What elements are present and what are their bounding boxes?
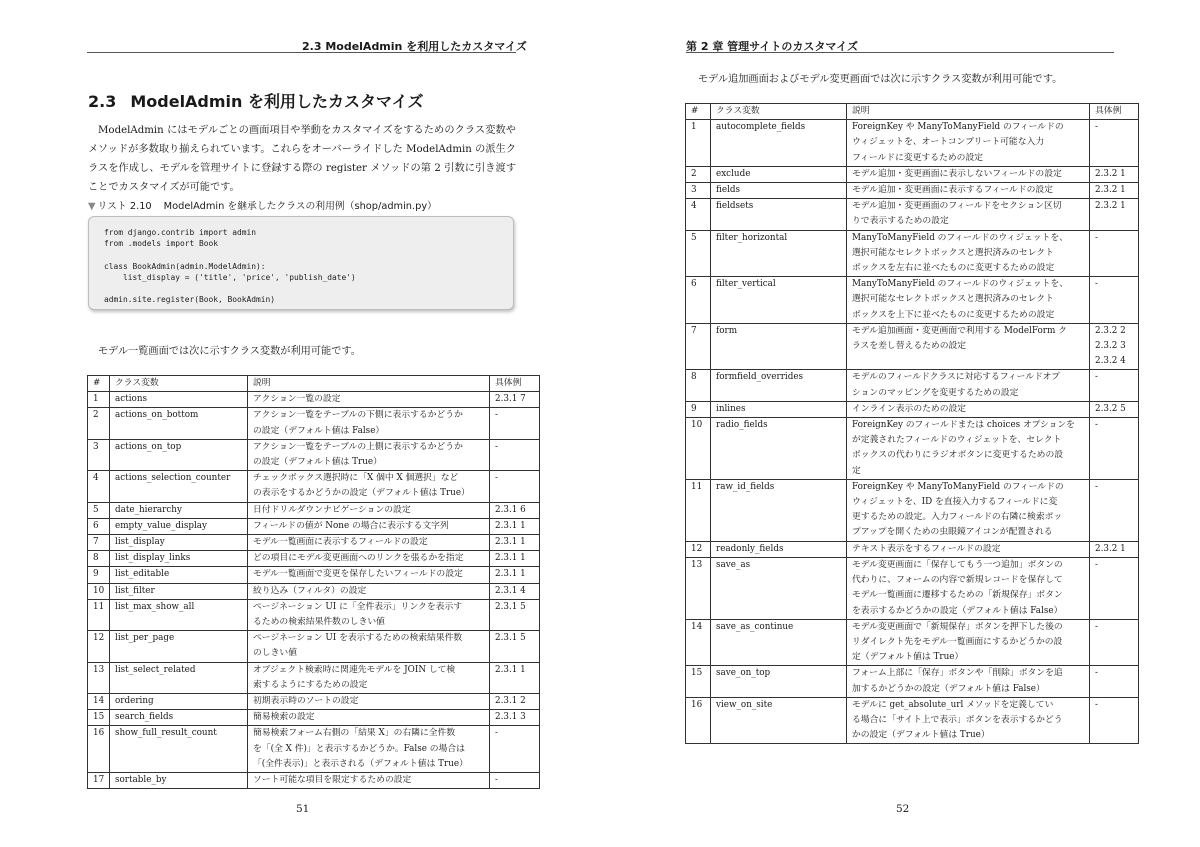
column-header-variable: クラス変数: [711, 104, 847, 120]
table-row: [88, 439, 540, 470]
table-row: [88, 631, 540, 662]
variable-name: list_editable: [110, 567, 248, 583]
example-reference: [490, 631, 540, 662]
variable-description: [847, 323, 1090, 370]
section-number: 2.3: [88, 92, 117, 111]
table-row: [88, 502, 540, 518]
description-line: モデル追加・変更画面に表示するフィールドの設定: [852, 185, 1054, 196]
variable-description: [248, 694, 490, 710]
description-line: 簡易検索の設定: [253, 712, 315, 723]
row-number: 12: [88, 631, 110, 662]
row-number: 3: [686, 183, 711, 199]
running-header-right: 第 2 章 管理サイトのカスタマイズ: [686, 40, 859, 53]
example-reference: [490, 694, 540, 710]
example-reference: [490, 408, 540, 439]
description-line: リダイレクト先をモデル一覧画面にするかどうかの設: [852, 636, 1063, 647]
description-line: の表示をするかどうかの設定（デフォルト値は True）: [253, 488, 470, 499]
example-reference: [490, 726, 540, 773]
description-line: ページネーション UI に「全件表示」リンクを表示す: [253, 601, 463, 612]
example-line: -: [1095, 420, 1098, 431]
description-line: モデル追加画面・変更画面で利用する ModelForm ク: [852, 325, 1067, 336]
row-number: 6: [88, 518, 110, 534]
variable-description: [248, 583, 490, 599]
variable-name: filter_vertical: [711, 277, 847, 324]
table-row: [88, 599, 540, 630]
description-line: テキスト表示をするフィールドの設定: [852, 543, 1001, 554]
example-line: 2.3.2 5: [1095, 403, 1126, 414]
variable-name: list_select_related: [110, 662, 248, 693]
code-listing: [88, 216, 514, 310]
table-row: [686, 230, 1139, 277]
table-row: [88, 773, 540, 789]
description-line: 索するようにするための設定: [253, 679, 368, 690]
variable-name: formfield_overrides: [711, 370, 847, 401]
example-line: 2.3.2 3: [1095, 341, 1126, 352]
description-line: ForeignKey のフィールドまたは choices オプションを: [852, 420, 1075, 431]
variable-name: empty_value_display: [110, 518, 248, 534]
description-line: ボックスの代わりにラジオボタンに変更するための設: [852, 450, 1064, 461]
example-reference: [1090, 479, 1139, 541]
variable-description: [248, 392, 490, 408]
example-reference: [490, 535, 540, 551]
table-intro-left: モデル一覧画面では次に示すクラス変数が利用可能です。: [98, 346, 361, 357]
description-line: アクション一覧をテーブルの下側に表示するかどうか: [253, 410, 463, 421]
description-line: プアップを開くための虫眼鏡アイコンが配置される: [852, 527, 1053, 538]
description-line: りで表示するための設定: [852, 216, 949, 227]
description-line: インライン表示のための設定: [852, 403, 967, 414]
table-row: [88, 583, 540, 599]
row-number: 9: [88, 567, 110, 583]
example-line: 2.3.1 4: [495, 585, 526, 596]
table-row: [686, 619, 1139, 666]
description-line: 更するための設定。入力フィールドの右隣に検索ポッ: [852, 512, 1063, 523]
row-number: 11: [88, 599, 110, 630]
variable-name: ordering: [110, 694, 248, 710]
row-number: 6: [686, 277, 711, 324]
description-line: を「(全 X 件)」と表示するかどうか。False の場合は: [253, 743, 465, 754]
variable-name: inlines: [711, 401, 847, 417]
variable-description: [847, 230, 1090, 277]
row-number: 7: [88, 535, 110, 551]
variable-description: [248, 518, 490, 534]
header-rule: [686, 52, 1114, 53]
variable-name: autocomplete_fields: [711, 120, 847, 167]
row-number: 1: [88, 392, 110, 408]
example-line: 2.3.2 1: [1095, 543, 1126, 554]
row-number: 13: [88, 662, 110, 693]
example-line: 2.3.2 2: [1095, 325, 1126, 336]
description-line: るための検索結果件数のしきい値: [253, 617, 385, 628]
variable-description: [248, 408, 490, 439]
section-title: [88, 89, 424, 112]
description-line: ウィジェットを、オートコンプリート可能な入力: [852, 137, 1045, 148]
description-line: モデル変更画面で「新規保存」ボタンを押下した後の: [852, 621, 1063, 632]
row-number: 5: [88, 502, 110, 518]
table-row: [88, 710, 540, 726]
table-row: [88, 518, 540, 534]
example-line: -: [1095, 122, 1098, 133]
table-row: [88, 408, 540, 439]
description-line: ラスを差し替えるための設定: [852, 341, 967, 352]
row-number: 14: [88, 694, 110, 710]
description-line: ボックスを上下に並べたものに変更するための設定: [852, 309, 1055, 320]
table-row: [88, 535, 540, 551]
variable-name: actions: [110, 392, 248, 408]
example-line: -: [1095, 668, 1098, 679]
example-reference: [1090, 183, 1139, 199]
variable-name: save_on_top: [711, 666, 847, 697]
table-row: [686, 418, 1139, 480]
description-line: 定: [852, 465, 861, 476]
example-reference: [1090, 166, 1139, 182]
example-reference: [490, 773, 540, 789]
description-line: モデル追加・変更画面に表示しないフィールドの設定: [852, 168, 1062, 179]
variable-description: [847, 697, 1090, 744]
example-reference: [490, 567, 540, 583]
row-number: 10: [686, 418, 711, 480]
example-line: -: [1095, 481, 1098, 492]
example-line: -: [495, 473, 498, 484]
row-number: 16: [686, 697, 711, 744]
variable-name: show_full_result_count: [110, 726, 248, 773]
variable-name: exclude: [711, 166, 847, 182]
example-reference: [490, 439, 540, 470]
table-row: [88, 471, 540, 502]
description-line: ボックスを左右に並べたものに変更するための設定: [852, 263, 1055, 274]
variable-description: [248, 710, 490, 726]
row-number: 2: [686, 166, 711, 182]
example-reference: [490, 599, 540, 630]
description-line: かの設定（デフォルト値は True）: [852, 730, 990, 741]
example-line: 2.3.1 1: [495, 553, 526, 564]
example-line: 2.3.2 4: [1095, 356, 1126, 367]
table-row: [88, 392, 540, 408]
variable-name: view_on_site: [711, 697, 847, 744]
description-line: 「(全件表示)」と表示される（デフォルト値は True）: [253, 758, 468, 769]
example-reference: [1090, 418, 1139, 480]
variable-name: readonly_fields: [711, 541, 847, 557]
example-reference: [1090, 697, 1139, 744]
variable-description: [248, 567, 490, 583]
row-number: 15: [686, 666, 711, 697]
description-line: 加するかどうかの設定（デフォルト値は False）: [852, 683, 1045, 694]
column-header-variable: クラス変数: [110, 376, 248, 392]
running-header-left: 2.3 ModelAdmin を利用したカスタマイズ: [302, 40, 527, 53]
row-number: 5: [686, 230, 711, 277]
row-number: 4: [686, 199, 711, 230]
variable-description: [847, 557, 1090, 619]
description-line: ManyToManyField のフィールドのウィジェットを、: [852, 232, 1068, 243]
variable-description: [248, 551, 490, 567]
row-number: 3: [88, 439, 110, 470]
variable-description: [847, 277, 1090, 324]
variable-name: filter_horizontal: [711, 230, 847, 277]
variable-description: [248, 662, 490, 693]
example-line: 2.3.1 5: [495, 601, 526, 612]
variable-description: [248, 471, 490, 502]
table-row: [88, 551, 540, 567]
description-line: 簡易検索フォーム右側の「結果 X」の右隣に全件数: [253, 728, 456, 739]
example-line: -: [495, 410, 498, 421]
table-row: [88, 694, 540, 710]
description-line: モデル一覧画面に表示するフィールドの設定: [253, 537, 428, 548]
table-row: [88, 662, 540, 693]
description-line: モデルに get_absolute_url メソッドを定義してい: [852, 699, 1054, 710]
row-number: 15: [88, 710, 110, 726]
example-reference: [490, 551, 540, 567]
variable-description: [847, 418, 1090, 480]
code-text: from django.contrib import admin from .models import Book class BookAdmin(admin.ModelAdmin): list_display = ('title', 'price', 'publish_date') admin.site.register(Book, BookAdmin): [104, 228, 356, 305]
table-row: [686, 541, 1139, 557]
variable-name: fields: [711, 183, 847, 199]
class-variable-table-right: [685, 103, 1139, 744]
description-line: が定義されたフィールドのウィジェットを、セレクト: [852, 435, 1062, 446]
listing-caption: [88, 198, 437, 212]
variable-description: [847, 666, 1090, 697]
column-header-example: 具体例: [490, 376, 540, 392]
description-line: モデル一覧画面で変更を保存したいフィールドの設定: [253, 569, 463, 580]
row-number: 2: [88, 408, 110, 439]
row-number: 8: [686, 370, 711, 401]
variable-name: fieldsets: [711, 199, 847, 230]
table-row: [686, 199, 1139, 230]
example-line: -: [495, 775, 498, 786]
section-title-text: ModelAdmin を利用したカスタマイズ: [130, 92, 424, 111]
listing-title: ModelAdmin を継承したクラスの利用例（shop/admin.py）: [163, 201, 437, 212]
variable-description: [847, 199, 1090, 230]
column-header-num: #: [686, 104, 711, 120]
description-line: 選択可能なセレクトボックスと選択済みのセレクト: [852, 294, 1054, 305]
description-line: 初期表示時のソートの設定: [253, 696, 359, 707]
description-line: のしきい値: [253, 648, 297, 659]
example-reference: [1090, 557, 1139, 619]
example-reference: [1090, 619, 1139, 666]
example-reference: [1090, 230, 1139, 277]
page-number-left: 51: [296, 803, 310, 815]
example-line: 2.3.1 1: [495, 664, 526, 675]
example-reference: [1090, 277, 1139, 324]
description-line: ForeignKey や ManyToManyField のフィールドの: [852, 122, 1064, 133]
description-line: チェックボックス選択時に「X 個中 X 個選択」など: [253, 473, 459, 484]
example-reference: [1090, 541, 1139, 557]
example-reference: [490, 662, 540, 693]
row-number: 17: [88, 773, 110, 789]
variable-description: [847, 183, 1090, 199]
example-line: -: [1095, 232, 1098, 243]
description-line: アクション一覧をテーブルの上側に表示するかどうか: [253, 441, 463, 452]
example-line: 2.3.2 1: [1095, 201, 1126, 212]
description-line: アクション一覧の設定: [253, 394, 341, 405]
example-line: 2.3.1 1: [495, 520, 526, 531]
column-header-description: 説明: [847, 104, 1090, 120]
example-reference: [490, 583, 540, 599]
description-line: モデル追加・変更画面のフィールドをセクション区切: [852, 201, 1062, 212]
row-number: 7: [686, 323, 711, 370]
row-number: 11: [686, 479, 711, 541]
example-line: 2.3.2 1: [1095, 168, 1126, 179]
description-line: フォーム上部に「保存」ボタンや「削除」ボタンを追: [852, 668, 1063, 679]
variable-description: [847, 401, 1090, 417]
description-line: どの項目にモデル変更画面へのリンクを張るかを指定: [253, 553, 464, 564]
row-number: 10: [88, 583, 110, 599]
variable-name: list_display: [110, 535, 248, 551]
variable-name: list_max_show_all: [110, 599, 248, 630]
variable-description: [248, 502, 490, 518]
row-number: 14: [686, 619, 711, 666]
description-line: ションのマッピングを変更するための設定: [852, 387, 1019, 398]
description-line: を表示するかどうかの設定（デフォルト値は False）: [852, 605, 1063, 616]
example-line: -: [1095, 621, 1098, 632]
example-reference: [490, 392, 540, 408]
example-reference: [490, 518, 540, 534]
table-row: [686, 697, 1139, 744]
description-line: の設定（デフォルト値は False）: [253, 425, 385, 436]
example-line: 2.3.1 1: [495, 569, 526, 580]
example-reference: [490, 502, 540, 518]
listing-number: リスト 2.10: [97, 201, 152, 212]
description-line: ページネーション UI を表示するための検索結果件数: [253, 633, 463, 644]
row-number: 8: [88, 551, 110, 567]
column-header-example: 具体例: [1090, 104, 1139, 120]
row-number: 13: [686, 557, 711, 619]
description-line: 選択可能なセレクトボックスと選択済みのセレクト: [852, 247, 1054, 258]
description-line: モデル変更画面に「保存してもう一つ追加」ボタンの: [852, 559, 1063, 570]
description-line: ForeignKey や ManyToManyField のフィールドの: [852, 481, 1064, 492]
class-variable-table-left: [87, 375, 540, 789]
table-row: [686, 479, 1139, 541]
example-line: -: [1095, 372, 1098, 383]
example-line: -: [495, 728, 498, 739]
example-reference: [1090, 323, 1139, 370]
variable-description: [847, 370, 1090, 401]
description-line: モデル一覧画面に遷移するための「新規保存」ボタン: [852, 590, 1063, 601]
variable-name: save_as_continue: [711, 619, 847, 666]
description-line: る場合に「サイト上で表示」ボタンを表示するかどう: [852, 714, 1063, 725]
row-number: 16: [88, 726, 110, 773]
table-row: [686, 666, 1139, 697]
variable-description: [248, 631, 490, 662]
variable-description: [248, 439, 490, 470]
variable-name: list_filter: [110, 583, 248, 599]
table-row: [686, 401, 1139, 417]
example-reference: [1090, 666, 1139, 697]
variable-name: actions_on_bottom: [110, 408, 248, 439]
example-reference: [1090, 199, 1139, 230]
column-header-num: #: [88, 376, 110, 392]
variable-description: [847, 479, 1090, 541]
row-number: 1: [686, 120, 711, 167]
variable-name: raw_id_fields: [711, 479, 847, 541]
description-line: フィールドに変更するための設定: [852, 152, 984, 163]
example-line: -: [1095, 699, 1098, 710]
table-row: [88, 726, 540, 773]
description-line: 絞り込み（フィルタ）の設定: [253, 585, 367, 596]
variable-name: radio_fields: [711, 418, 847, 480]
variable-name: date_hierarchy: [110, 502, 248, 518]
table-row: [686, 557, 1139, 619]
variable-description: [847, 166, 1090, 182]
table-row: [686, 120, 1139, 167]
table-header-row: [686, 104, 1139, 120]
variable-description: [248, 535, 490, 551]
description-line: 日付ドリルダウンナビゲーションの設定: [253, 504, 411, 515]
variable-name: sortable_by: [110, 773, 248, 789]
right-page: [600, 0, 1200, 847]
description-line: モデルのフィールドクラスに対応するフィールドオプ: [852, 372, 1060, 383]
header-rule: [87, 52, 516, 53]
row-number: 4: [88, 471, 110, 502]
example-line: 2.3.1 2: [495, 696, 526, 707]
description-line: ManyToManyField のフィールドのウィジェットを、: [852, 279, 1068, 290]
example-line: -: [495, 441, 498, 452]
example-line: 2.3.1 1: [495, 537, 526, 548]
table-row: [686, 323, 1139, 370]
body-paragraph: ModelAdmin にはモデルごとの画面項目や挙動をカスタマイズをするためのクラス変数やメソッドが多数取り揃えられています。これらをオーバーライドした ModelAdmin の派生クラスを作成し、モデルを管理サイトに登録する際の register メソッドの第 2 引数に引き渡すことでカスタマイズが可能です。: [88, 125, 516, 193]
variable-description: [248, 773, 490, 789]
example-reference: [490, 710, 540, 726]
example-line: -: [1095, 559, 1098, 570]
example-line: 2.3.2 1: [1095, 185, 1126, 196]
variable-name: search_fields: [110, 710, 248, 726]
example-line: -: [1095, 279, 1098, 290]
description-line: オブジェクト検索時に関連先モデルを JOIN して検: [253, 664, 456, 675]
variable-description: [248, 599, 490, 630]
description-line: ウィジェットを、ID を直接入力するフィールドに変: [852, 497, 1058, 508]
table-row: [88, 567, 540, 583]
table-intro-right: モデル追加画面およびモデル変更画面では次に示すクラス変数が利用可能です。: [698, 74, 1063, 85]
page-number-right: 52: [896, 803, 910, 815]
variable-description: [847, 619, 1090, 666]
description-line: の設定（デフォルト値は True）: [253, 457, 382, 468]
description-line: 定（デフォルト値は True）: [852, 652, 964, 663]
row-number: 12: [686, 541, 711, 557]
variable-name: actions_selection_counter: [110, 471, 248, 502]
triangle-down-icon: ▼: [88, 201, 96, 212]
example-line: 2.3.1 6: [495, 504, 526, 515]
variable-description: [847, 120, 1090, 167]
description-line: ソート可能な項目を限定するための設定: [253, 775, 412, 786]
variable-description: [847, 541, 1090, 557]
example-line: 2.3.1 7: [495, 394, 526, 405]
table-row: [686, 370, 1139, 401]
table-header-row: [88, 376, 540, 392]
example-reference: [1090, 370, 1139, 401]
table-row: [686, 183, 1139, 199]
description-line: フィールドの値が None の場合に表示する文字列: [253, 520, 449, 531]
variable-description: [248, 726, 490, 773]
example-reference: [1090, 401, 1139, 417]
example-line: 2.3.1 5: [495, 633, 526, 644]
table-row: [686, 277, 1139, 324]
table-row: [686, 166, 1139, 182]
column-header-description: 説明: [248, 376, 490, 392]
example-line: 2.3.1 3: [495, 712, 526, 723]
variable-name: actions_on_top: [110, 439, 248, 470]
example-reference: [1090, 120, 1139, 167]
variable-name: list_display_links: [110, 551, 248, 567]
variable-name: form: [711, 323, 847, 370]
example-reference: [490, 471, 540, 502]
row-number: 9: [686, 401, 711, 417]
description-line: 代わりに、フォームの内容で新規レコードを保存して: [852, 575, 1063, 586]
variable-name: save_as: [711, 557, 847, 619]
variable-name: list_per_page: [110, 631, 248, 662]
